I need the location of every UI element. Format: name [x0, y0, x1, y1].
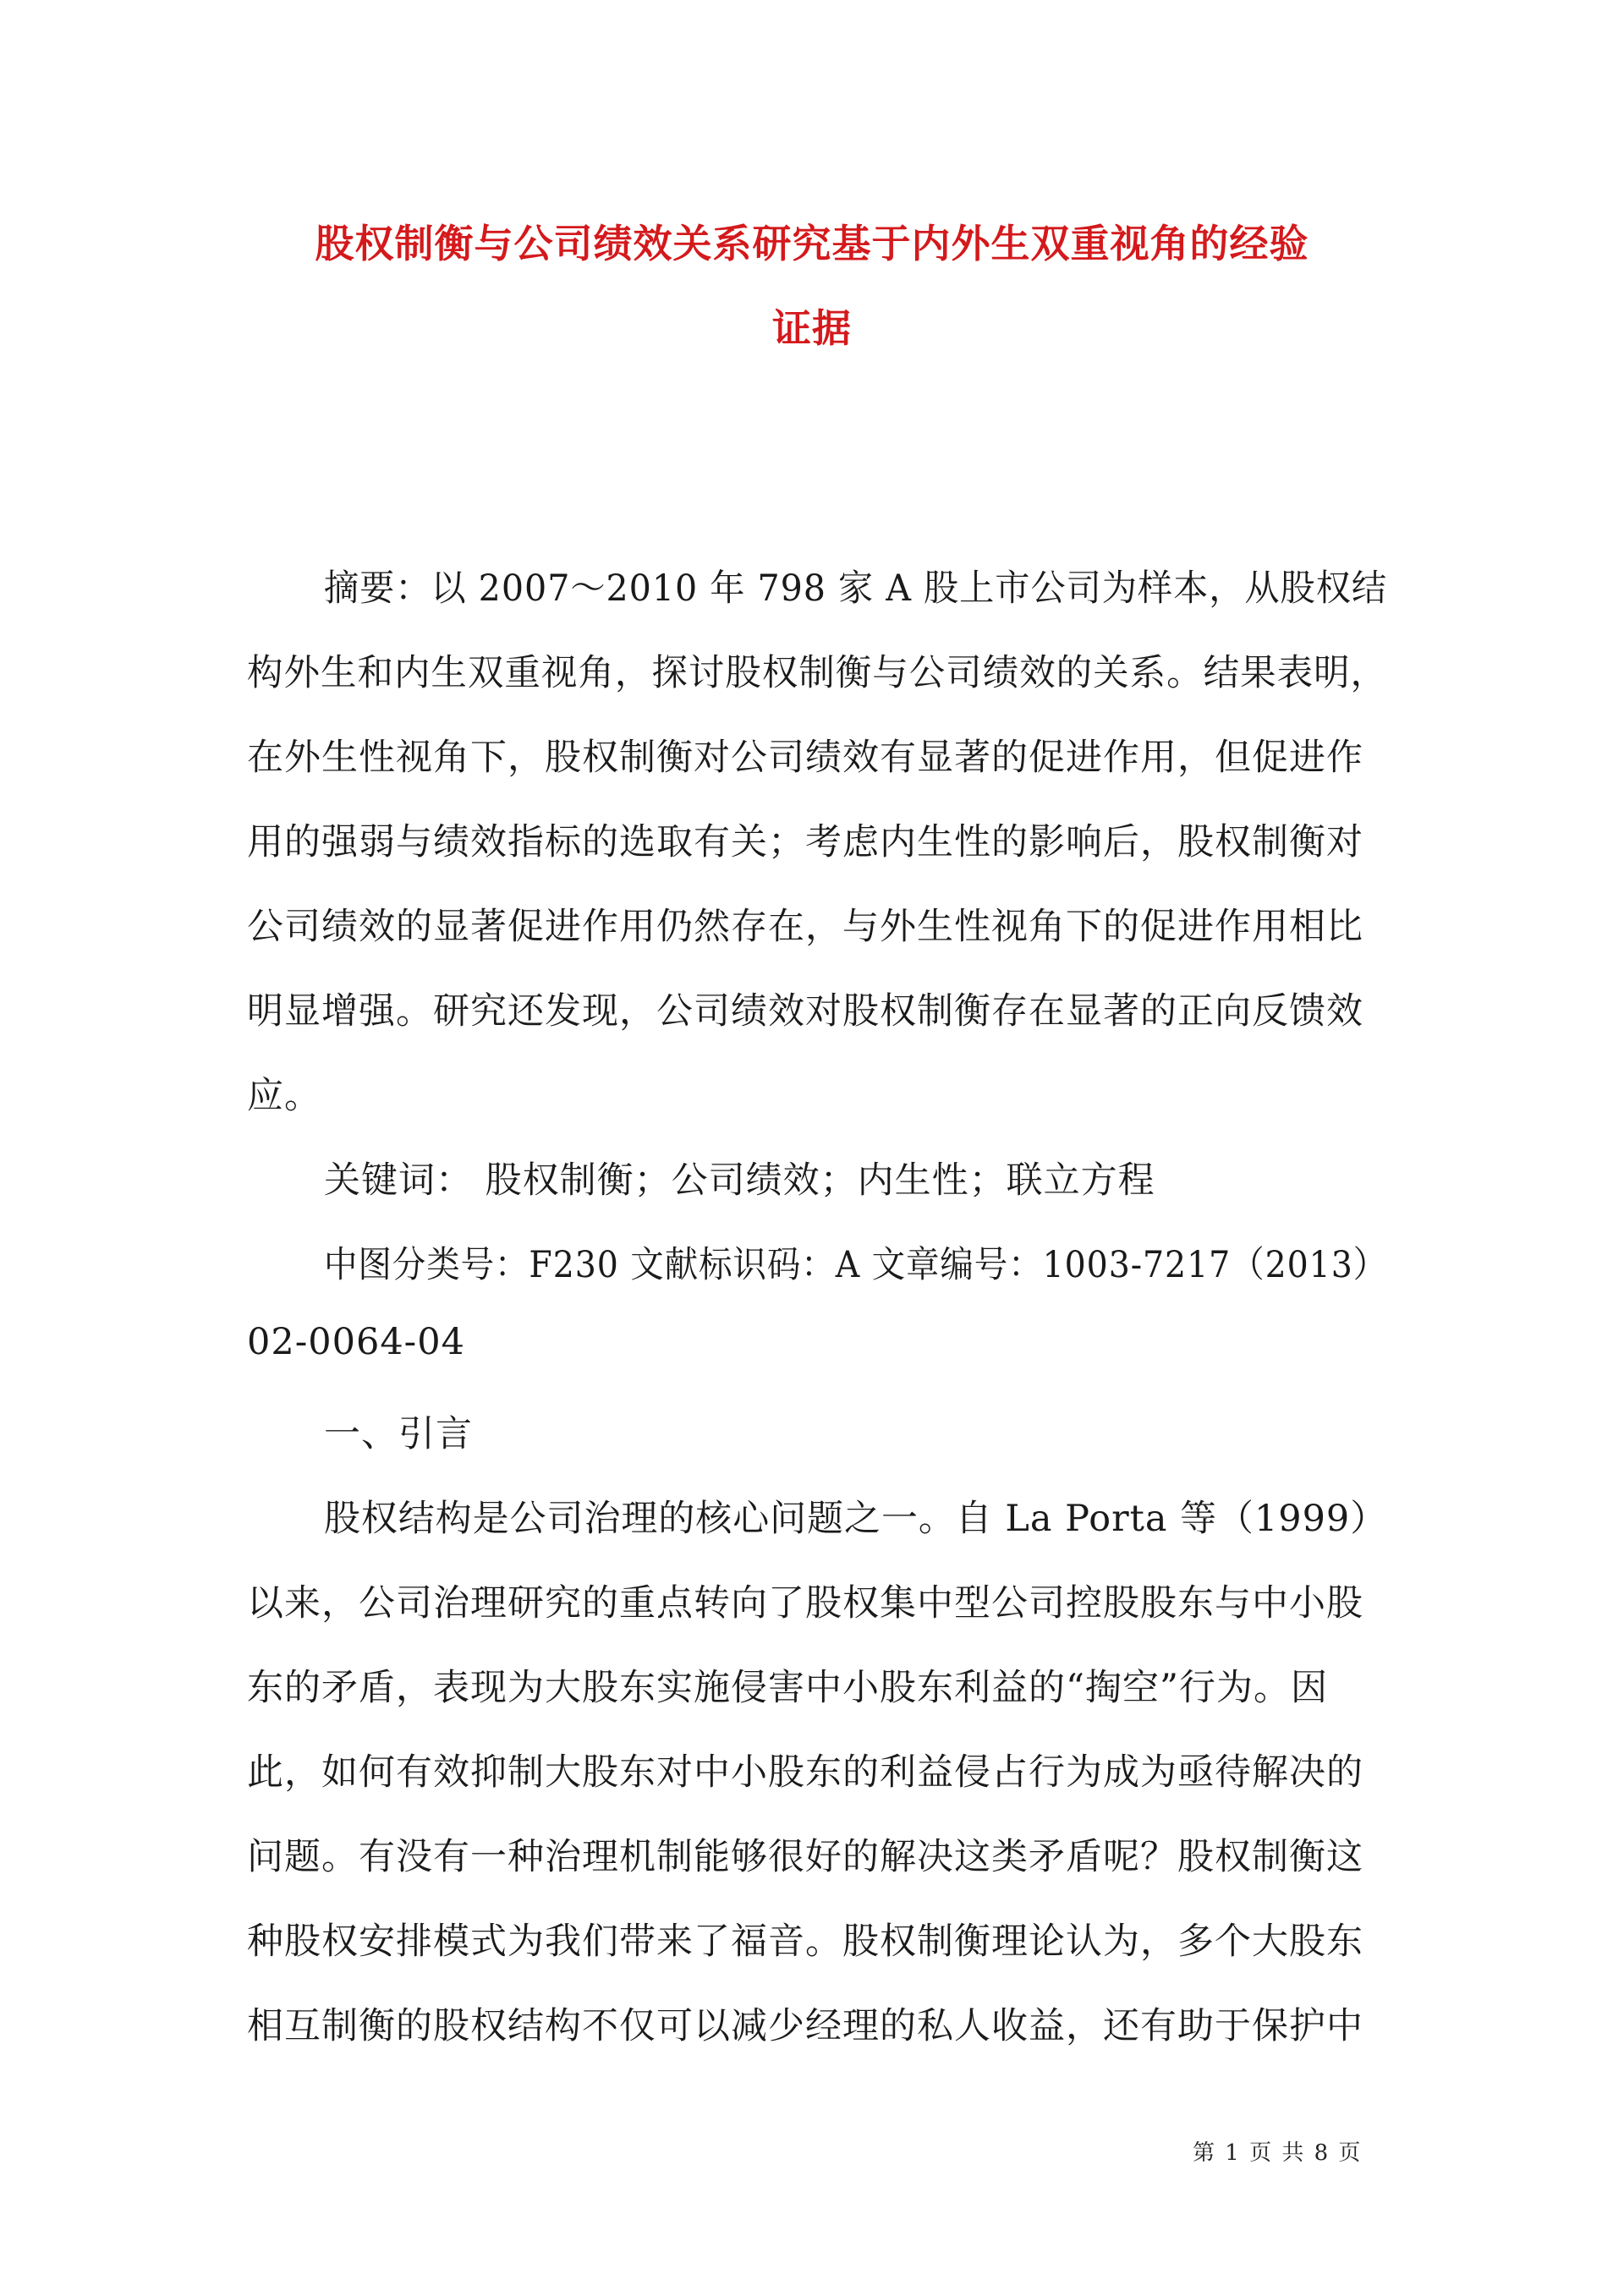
document-title-line-1: 股权制衡与公司绩效关系研究基于内外生双重视角的经验 — [315, 221, 1309, 266]
classification-line-2: 02-0064-04 — [247, 1321, 465, 1363]
abstract-line-4: 用的强弱与绩效指标的选取有关；考虑内生性的影响后，股权制衡对 — [247, 821, 1363, 863]
intro-line-2: 以来，公司治理研究的重点转向了股权集中型公司控股股东与中小股 — [247, 1582, 1363, 1625]
abstract-line-2: 构外生和内生双重视角，探讨股权制衡与公司绩效的关系。结果表明， — [247, 652, 1388, 694]
classification-line-1: 中图分类号：F230 文献标识码：A 文章编号：1003-7217（2013） — [324, 1244, 1388, 1286]
intro-line-3: 东的矛盾，表现为大股东实施侵害中小股东利益的“掏空”行为。因 — [247, 1667, 1328, 1709]
intro-line-6: 种股权安排模式为我们带来了福音。股权制衡理论认为，多个大股东 — [247, 1921, 1363, 1963]
document-title-line-2: 证据 — [772, 305, 852, 351]
abstract-line-6: 明显增强。研究还发现，公司绩效对股权制衡存在显著的正向反馈效 — [247, 990, 1363, 1033]
intro-line-7: 相互制衡的股权结构不仅可以减少经理的私人收益，还有助于保护中 — [247, 2005, 1363, 2047]
section-heading-introduction: 一、引言 — [324, 1413, 473, 1455]
intro-line-1: 股权结构是公司治理的核心问题之一。自 La Porta 等（1999） — [324, 1498, 1388, 1540]
intro-line-4: 此，如何有效抑制大股东对中小股东的利益侵占行为成为亟待解决的 — [247, 1751, 1363, 1794]
keywords-line: 关键词： 股权制衡；公司绩效；内生性；联立方程 — [324, 1159, 1155, 1202]
intro-line-5: 问题。有没有一种治理机制能够很好的解决这类矛盾呢？股权制衡这 — [247, 1836, 1363, 1878]
page-number-footer: 第 1 页 共 8 页 — [1193, 2140, 1363, 2166]
abstract-line-1: 摘要：以 2007～2010 年 798 家 A 股上市公司为样本，从股权结 — [324, 567, 1388, 610]
abstract-line-5: 公司绩效的显著促进作用仍然存在，与外生性视角下的促进作用相比 — [247, 906, 1363, 948]
abstract-line-7: 应。 — [247, 1075, 321, 1117]
abstract-line-3: 在外生性视角下，股权制衡对公司绩效有显著的促进作用，但促进作 — [247, 737, 1363, 779]
